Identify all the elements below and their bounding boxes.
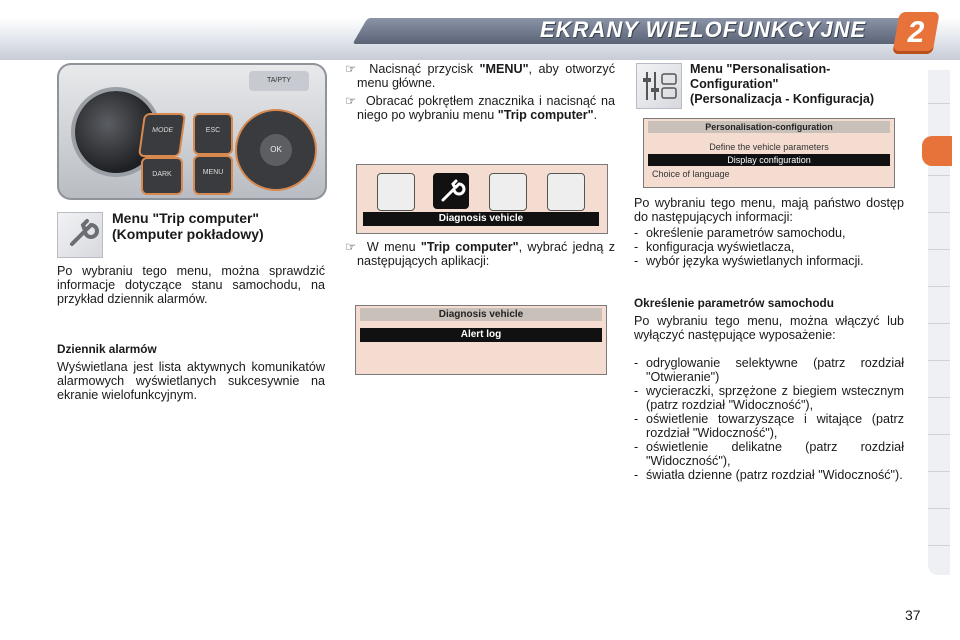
trip-computer-paragraph: Po wybraniu tego menu, można sprawdzić informacje dotyczące stanu samochodu, na przykład dziennik alarmów. (57, 264, 325, 306)
trip-computer-title: Menu "Trip computer" (Komputer pokładowy) (112, 210, 264, 242)
mode-button: MODE (138, 113, 186, 157)
settings-icon (489, 173, 527, 211)
diagnosis-screen-title: Diagnosis vehicle (360, 308, 602, 321)
alarm-log-title: Dziennik alarmów (57, 342, 157, 356)
settings-sliders-icon (636, 63, 682, 109)
ok-button: OK (260, 134, 292, 166)
screen-item-display-selected: Display configuration (648, 154, 890, 166)
page-number: 37 (905, 607, 921, 623)
list-item: - odryglowanie selektywne (patrz rozdział "Otwieranie") (634, 356, 904, 384)
list-item: - konfiguracja wyświetlacza, (634, 240, 904, 254)
main-menu-selection-bar: Diagnosis vehicle (363, 212, 599, 226)
vehicle-params-title: Określenie parametrów samochodu (634, 296, 834, 310)
personalisation-intro: Po wybraniu tego menu, mają państwo dostęp do następujących informacji: (634, 196, 904, 224)
personalisation-list (634, 226, 904, 268)
phone-icon (547, 173, 585, 211)
list-item: - wycieraczki, sprzężone z biegiem wstecznym (patrz rozdział "Widoczność"), (634, 384, 904, 412)
wrench-icon-selected (433, 173, 469, 209)
control-panel-photo (57, 63, 327, 200)
chapter-tab-active[interactable] (922, 136, 952, 166)
page-title: EKRANY WIELOFUNKCYJNE (540, 17, 867, 42)
multimedia-icon (377, 173, 415, 211)
wrench-icon (57, 212, 103, 258)
list-item: - oświetlenie delikatne (patrz rozdział "Widoczność"), (634, 440, 904, 468)
list-item: - wybór języka wyświetlanych informacji. (634, 254, 904, 268)
vehicle-params-intro: Po wybraniu tego menu, można włączyć lub wyłączyć następujące wyposażenie: (634, 314, 904, 342)
personalisation-title: Menu "Personalisation- Configuration" (Personalizacja - Konfiguracja) (690, 62, 875, 106)
list-item: - określenie parametrów samochodu, (634, 226, 904, 240)
dark-button: DARK (141, 157, 183, 195)
list-item: - światła dzienne (patrz rozdział "Widoczność"). (634, 468, 904, 482)
personalisation-screen-title: Personalisation-configuration (648, 121, 890, 133)
diagnosis-screen (355, 305, 607, 375)
screen-item-define: Define the vehicle parameters (709, 142, 829, 152)
esc-button: ESC (193, 113, 233, 155)
step-choose-app: ☞ W menu "Trip computer", wybrać jedną z następujących aplikacji: (345, 240, 616, 268)
personalisation-screen (643, 118, 895, 188)
ta-button: TA/PTY (249, 71, 309, 91)
step-rotate: ☞ Obracać pokrętłem znacznika i nacisnąć na niego po wybraniu menu "Trip computer". (345, 94, 615, 122)
alarm-log-paragraph: Wyświetlana jest lista aktywnych komunikatów alarmowych wyświetlanych sukcesywnie na ekranie wielofunkcyjnym. (57, 360, 325, 402)
menu-button: MENU (193, 155, 233, 195)
main-menu-screen (356, 164, 608, 234)
vehicle-params-list (634, 356, 904, 482)
screen-item-language: Choice of language (652, 169, 730, 179)
list-item: - oświetlenie towarzyszące i witające (patrz rozdział "Widoczność"), (634, 412, 904, 440)
chapter-badge: 2 (892, 12, 939, 54)
step-menu: ☞ Nacisnąć przycisk "MENU", aby otworzyć menu główne. (345, 62, 615, 90)
alert-log-item: Alert log (360, 328, 602, 342)
